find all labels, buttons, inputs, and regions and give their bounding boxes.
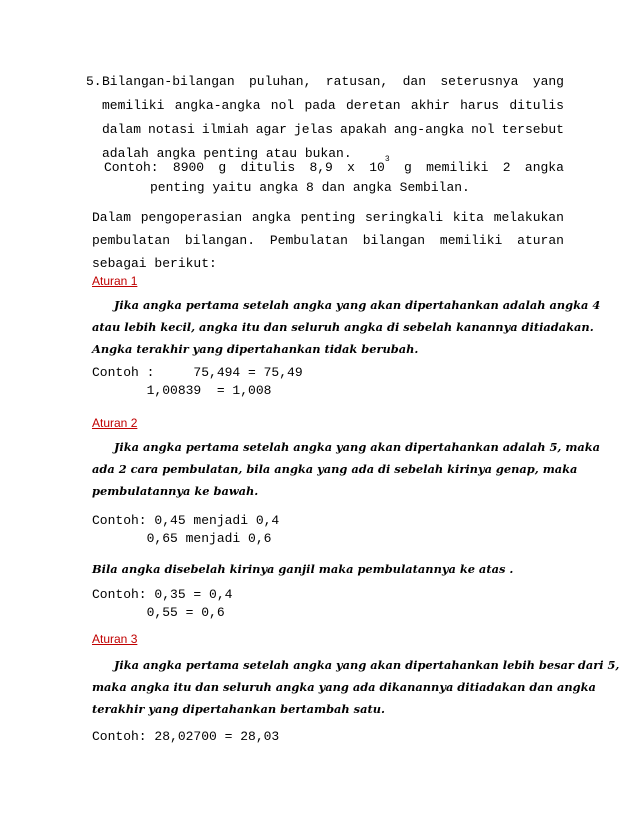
word: 2: [502, 160, 511, 175]
word: akhir: [410, 98, 450, 113]
rule2-heading: Aturan 2: [92, 416, 138, 430]
word: penting: [300, 210, 356, 225]
rule2-example-2: [92, 586, 392, 622]
rule3-example-line-1: Contoh: 28,02700 = 28,03: [92, 729, 280, 744]
item5-example-line-1: [104, 154, 564, 178]
word: ratusan,: [325, 74, 389, 89]
word: memiliki: [439, 233, 503, 248]
word: harus: [460, 98, 500, 113]
word: seterusnya: [440, 74, 519, 89]
exponent: 3: [384, 154, 390, 164]
item5-line-1: [86, 70, 564, 94]
rule1-text: [92, 294, 601, 360]
word: apakah: [340, 122, 387, 137]
rule1-example: [92, 364, 392, 400]
word: melakukan: [493, 210, 564, 225]
word: nol: [471, 122, 495, 137]
word: Pembulatan: [269, 233, 348, 248]
rule1-line-2: atau lebih kecil, angka itu dan seluruh angka di sebelah kanannya ditiadakan.: [92, 320, 594, 334]
word: g: [218, 160, 227, 175]
word: bilangan.: [184, 233, 256, 248]
word: tersebut: [501, 122, 564, 137]
list-item-5: [86, 70, 564, 166]
rule3-example: [92, 728, 392, 746]
rule1-example-line-2: 1,00839 = 1,008: [92, 383, 272, 398]
word: memiliki: [426, 160, 489, 175]
word: dalam: [102, 122, 142, 137]
rule3-line-2: maka angka itu dan seluruh angka yang ada dikanannya ditiadakan dan angka: [92, 680, 596, 694]
word: nol: [270, 98, 295, 113]
item5-example: [104, 154, 564, 198]
word: 8,9: [309, 160, 333, 175]
word: 8900: [172, 160, 205, 175]
word: ilmiah: [201, 122, 249, 137]
intro-line-3: sebagai berikut:: [92, 256, 217, 271]
word: dan: [402, 74, 426, 89]
word: ditulis: [240, 160, 296, 175]
item5-line-3: [86, 118, 564, 142]
word: deretan: [345, 98, 401, 113]
word: yang: [532, 74, 564, 89]
word: x: [347, 160, 355, 175]
rule1-line-1: Jika angka pertama setelah angka yang akan dipertahankan adalah angka 4: [114, 298, 601, 312]
word: Bilangan-bilangan: [102, 74, 235, 89]
intro-line-2: [92, 229, 564, 252]
word: bilangan: [362, 233, 426, 248]
intro-line-1: [92, 206, 564, 229]
intro-paragraph: [92, 206, 564, 275]
rule3-line-3: terakhir yang dipertahankan bertambah satu.: [92, 702, 385, 716]
word: memiliki: [102, 98, 165, 113]
word: pembulatan: [92, 233, 171, 248]
rule2-note: Bila angka disebelah kirinya ganjil maka pembulatannya ke atas .: [92, 562, 514, 576]
item-number: 5.: [86, 74, 102, 89]
example-label: Contoh:: [104, 160, 159, 175]
word: 10: [369, 160, 385, 175]
item5-example-line-2: penting yaitu angka 8 dan angka Sembilan.: [150, 180, 470, 195]
rule2-example-line-1: Contoh: 0,45 menjadi 0,4: [92, 513, 280, 528]
rule2-text: [92, 436, 601, 502]
rule2-example2-line-1: Contoh: 0,35 = 0,4: [92, 587, 233, 602]
word: ang-angka: [393, 122, 465, 137]
rule3-heading: Aturan 3: [92, 632, 138, 646]
word: seringkali: [365, 210, 444, 225]
word: kita: [452, 210, 484, 225]
rule3-text: [92, 654, 620, 720]
word: Dalam: [92, 210, 132, 225]
rule1-line-3: Angka terakhir yang dipertahankan tidak berubah.: [92, 342, 419, 356]
rule1-heading: Aturan 1: [92, 274, 138, 288]
word: angka: [251, 210, 291, 225]
word: angka: [524, 160, 564, 175]
word: pengoperasian: [140, 210, 243, 225]
item5-line-4: adalah angka penting atau bukan.: [102, 146, 352, 161]
word: notasi: [148, 122, 195, 137]
rule1-example-line-1: Contoh : 75,494 = 75,49: [92, 365, 303, 380]
item5-line-2: [86, 94, 564, 118]
rule2-line-2: ada 2 cara pembulatan, bila angka yang ada di sebelah kirinya genap, maka: [92, 462, 578, 476]
word: jelas: [293, 122, 333, 137]
rule2-example: [92, 512, 392, 548]
word: aturan: [517, 233, 564, 248]
rule3-line-1: Jika angka pertama setelah angka yang akan dipertahankan lebih besar dari 5,: [114, 658, 620, 672]
rule2-line-3: pembulatannya ke bawah.: [92, 484, 259, 498]
word: angka-angka: [174, 98, 261, 113]
rule2-example-line-2: 0,65 menjadi 0,6: [92, 531, 272, 546]
rule2-example2-line-2: 0,55 = 0,6: [92, 605, 225, 620]
word: ditulis: [509, 98, 564, 113]
word: agar: [255, 122, 287, 137]
word: g: [403, 160, 412, 175]
word: puluhan,: [249, 74, 312, 89]
word: pada: [304, 98, 336, 113]
rule2-line-1: Jika angka pertama setelah angka yang akan dipertahankan adalah 5, maka: [114, 440, 601, 454]
